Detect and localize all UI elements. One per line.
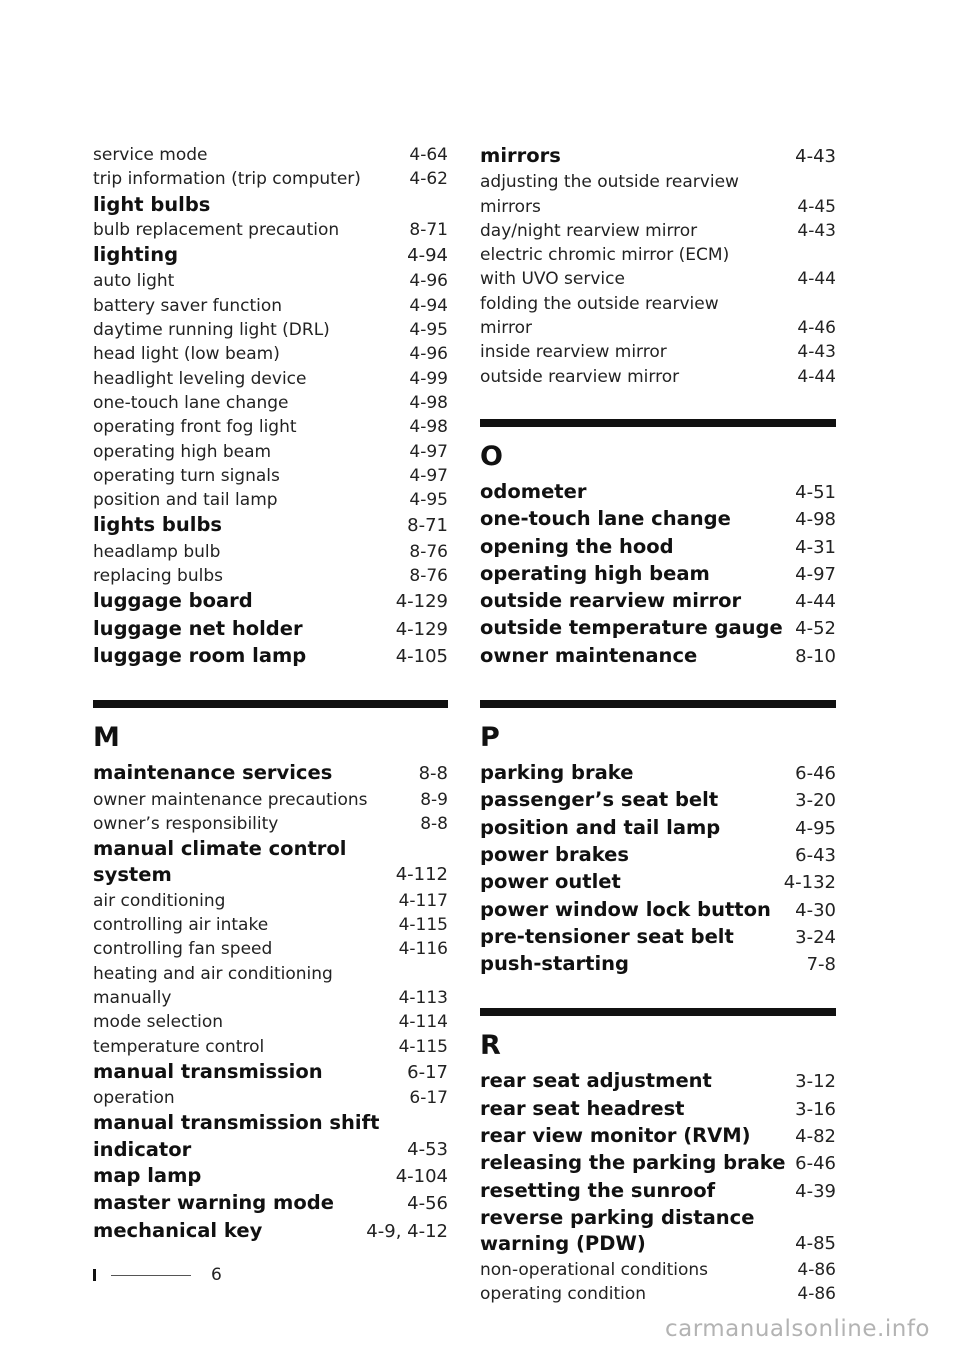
entry-page: 4-31 — [795, 536, 836, 558]
index-subentry — [480, 1258, 836, 1282]
index-subentry — [93, 564, 448, 588]
entry-page: 8-8 — [418, 763, 448, 785]
index-subentry — [93, 269, 448, 293]
entry-page: 4-43 — [797, 220, 836, 241]
index-subentry — [93, 937, 448, 961]
index-entry — [93, 616, 448, 643]
entry-page: 4-117 — [398, 890, 448, 911]
index-entry — [480, 1096, 836, 1123]
entry-term: manual climate control system — [93, 837, 347, 887]
entry-page: 4-64 — [409, 145, 448, 165]
section-divider — [480, 1008, 836, 1016]
index-entry — [93, 836, 448, 889]
entry-page: 4-104 — [395, 1165, 448, 1187]
entry-term: mode selection — [93, 1012, 224, 1033]
entry-term: pre-tensioner seat belt — [480, 924, 734, 948]
entry-page: 4-44 — [797, 269, 836, 290]
entry-page: 4-97 — [409, 465, 448, 486]
entry-page: 3-20 — [795, 790, 836, 812]
entry-term: owner maintenance — [480, 643, 698, 667]
footer-bar — [93, 1269, 96, 1281]
index-entry — [93, 1059, 448, 1086]
index-entry — [480, 1068, 836, 1095]
index-entry — [93, 512, 448, 539]
entry-term: lights bulbs — [93, 513, 223, 537]
entry-term: operation — [93, 1088, 175, 1109]
entry-page: 3-16 — [795, 1098, 836, 1120]
entry-page: 4-95 — [409, 320, 448, 341]
entry-page: 4-62 — [409, 169, 448, 190]
entry-page: 4-105 — [395, 645, 448, 667]
index-subentry — [480, 219, 836, 243]
index-subentry — [93, 318, 448, 342]
entry-term: headlight leveling device — [93, 368, 307, 389]
entry-page: 4-98 — [795, 509, 836, 531]
index-entry — [480, 897, 836, 924]
entry-page: 4-46 — [797, 318, 836, 339]
entry-page: 4-113 — [398, 987, 448, 1008]
index-entry — [480, 588, 836, 615]
entry-page: 4-52 — [795, 618, 836, 640]
index-subentry — [480, 365, 836, 389]
entry-term: owner maintenance precautions — [93, 789, 368, 810]
index-entry — [480, 1123, 836, 1150]
index-subentry — [93, 342, 448, 366]
entry-term: electric chromic mirror (ECM) with UVO service — [480, 245, 730, 290]
index-entry — [480, 924, 836, 951]
entry-term: mirrors — [480, 144, 561, 167]
entry-page: 6-17 — [407, 1061, 448, 1083]
index-subentry — [93, 167, 448, 191]
entry-page: 4-85 — [795, 1233, 836, 1255]
entry-term: opening the hood — [480, 534, 674, 558]
entry-term: reverse parking distance warning (PDW) — [480, 1205, 755, 1256]
entry-page: 4-96 — [409, 271, 448, 292]
index-subentry — [480, 243, 836, 292]
index-entry — [480, 760, 836, 787]
entry-page: 4-43 — [797, 342, 836, 363]
section-letter: O — [480, 440, 503, 472]
entry-page: 8-10 — [795, 645, 836, 667]
index-entry — [480, 506, 836, 533]
index-entry — [480, 1178, 836, 1205]
section-divider — [480, 419, 836, 427]
entry-page: 4-115 — [398, 1036, 448, 1057]
index-entry — [480, 951, 836, 978]
entry-page: 4-53 — [407, 1138, 448, 1160]
entry-page: 6-46 — [795, 1153, 836, 1175]
index-subentry — [93, 488, 448, 512]
entry-page: 4-56 — [407, 1193, 448, 1215]
entry-term: head light (low beam) — [93, 344, 280, 365]
entry-term: heating and air conditioning manually — [93, 963, 333, 1008]
entry-page: 8-76 — [409, 566, 448, 587]
entry-page: 4-94 — [409, 295, 448, 316]
entry-page: 4-94 — [407, 245, 448, 267]
index-subentry — [93, 962, 448, 1011]
index-subentry — [93, 367, 448, 391]
index-entry — [480, 615, 836, 642]
entry-page: 6-17 — [409, 1088, 448, 1109]
index-subentry — [93, 788, 448, 812]
index-column-right — [480, 143, 836, 1306]
entry-term: service mode — [93, 145, 208, 165]
index-subentry — [93, 913, 448, 937]
entry-term: one-touch lane change — [480, 507, 731, 531]
entry-term: operating turn signals — [93, 465, 280, 486]
entry-term: non-operational conditions — [480, 1259, 709, 1280]
entry-page: 4-44 — [797, 366, 836, 387]
index-subentry — [93, 391, 448, 415]
section-divider — [480, 700, 836, 708]
entry-term: resetting the sunroof — [480, 1178, 716, 1202]
entry-term: passenger’s seat belt — [480, 788, 719, 812]
entry-term: inside rearview mirror — [480, 342, 667, 363]
entry-term: odometer — [480, 479, 587, 503]
entry-page: 4-115 — [398, 915, 448, 936]
entry-page: 4-30 — [795, 899, 836, 921]
entry-term: replacing bulbs — [93, 566, 223, 587]
entry-term: bulb replacement precaution — [93, 219, 340, 240]
index-subentry — [93, 1010, 448, 1034]
entry-term: operating high beam — [93, 441, 272, 462]
entry-term: air conditioning — [93, 890, 226, 911]
entry-term: lighting — [93, 243, 179, 267]
entry-page: 4-45 — [797, 196, 836, 217]
entry-term: one-touch lane change — [93, 392, 289, 413]
index-subentry — [480, 340, 836, 364]
index-entry — [480, 869, 836, 896]
entry-term: temperature control — [93, 1036, 265, 1057]
watermark: carmanualsonline.info — [664, 1316, 930, 1342]
entry-page: 4-99 — [409, 368, 448, 389]
entry-page: 4-86 — [797, 1259, 836, 1280]
entry-term: rear seat headrest — [480, 1096, 685, 1120]
section-letter: R — [480, 1030, 501, 1062]
entry-term: parking brake — [480, 761, 634, 785]
entry-page: 4-129 — [395, 618, 448, 640]
index-subentry — [480, 170, 836, 219]
index-entry — [480, 1205, 836, 1258]
entry-term: headlamp bulb — [93, 541, 221, 562]
entry-page: 4-114 — [398, 1012, 448, 1033]
entry-page: 8-8 — [420, 813, 448, 834]
section-divider — [93, 700, 448, 708]
entry-term: daytime running light (DRL) — [93, 320, 330, 341]
page-number: 6 — [211, 1265, 222, 1285]
index-entry — [93, 1163, 448, 1190]
entry-page: 8-76 — [409, 541, 448, 562]
index-entry — [480, 643, 836, 670]
entry-page: 4-95 — [795, 817, 836, 839]
entry-page: 4-9, 4-12 — [366, 1220, 448, 1242]
entry-term: luggage room lamp — [93, 643, 307, 667]
entry-term: power window lock button — [480, 897, 771, 921]
entry-page: 4-43 — [795, 146, 836, 167]
entry-term: releasing the parking brake — [480, 1151, 786, 1175]
index-entry — [480, 815, 836, 842]
entry-term: rear view monitor (RVM) — [480, 1124, 751, 1148]
entry-page: 4-82 — [795, 1126, 836, 1148]
index-entry — [93, 1190, 448, 1217]
entry-term: master warning mode — [93, 1191, 334, 1215]
index-subentry — [480, 292, 836, 341]
entry-term: battery saver function — [93, 295, 283, 316]
entry-page: 4-132 — [783, 872, 836, 894]
index-entry — [93, 242, 448, 269]
entry-page: 4-116 — [398, 939, 448, 960]
entry-page: 8-71 — [407, 515, 448, 537]
index-entry — [480, 787, 836, 814]
index-entry — [93, 588, 448, 615]
entry-term: mechanical key — [93, 1218, 263, 1242]
entry-term: operating condition — [480, 1283, 647, 1304]
entry-page: 4-44 — [795, 591, 836, 613]
entry-term: manual transmission — [93, 1059, 323, 1083]
entry-page: 4-51 — [795, 481, 836, 503]
entry-page: 4-97 — [409, 441, 448, 462]
entry-term: day/night rearview mirror — [480, 220, 698, 241]
page-footer — [93, 1265, 222, 1285]
entry-page: 4-95 — [409, 490, 448, 511]
entry-page: 4-39 — [795, 1180, 836, 1202]
section-letter: M — [93, 722, 120, 754]
entry-page: 4-86 — [797, 1283, 836, 1304]
index-subentry — [93, 540, 448, 564]
index-column-left — [93, 143, 448, 1245]
index-subentry — [93, 143, 448, 167]
entry-page: 8-71 — [409, 219, 448, 240]
index-subentry — [93, 1086, 448, 1110]
entry-term: auto light — [93, 271, 175, 292]
entry-term: luggage board — [93, 589, 253, 613]
entry-term: light bulbs — [93, 192, 211, 216]
index-entry — [480, 842, 836, 869]
entry-page: 4-129 — [395, 591, 448, 613]
entry-term: maintenance services — [93, 761, 333, 785]
entry-term: operating front fog light — [93, 417, 297, 438]
index-entry — [93, 643, 448, 670]
index-entry — [480, 479, 836, 506]
index-entry — [93, 1110, 448, 1163]
index-entry — [93, 760, 448, 787]
index-entry — [480, 1150, 836, 1177]
entry-term: outside rearview mirror — [480, 366, 680, 387]
entry-page: 4-112 — [395, 864, 448, 886]
entry-term: push-starting — [480, 952, 629, 976]
entry-page: 4-97 — [795, 563, 836, 585]
index-subentry — [480, 1282, 836, 1306]
entry-term: power outlet — [480, 870, 621, 894]
entry-term: manual transmission shift indicator — [93, 1111, 380, 1161]
entry-page: 8-9 — [420, 789, 448, 810]
entry-page: 4-98 — [409, 417, 448, 438]
section-letter: P — [480, 722, 500, 754]
entry-term: outside temperature gauge — [480, 616, 783, 640]
entry-page: 6-43 — [795, 844, 836, 866]
index-entry — [480, 534, 836, 561]
index-entry — [480, 561, 836, 588]
entry-term: outside rearview mirror — [480, 589, 742, 613]
entry-page: 4-98 — [409, 392, 448, 413]
index-entry — [480, 143, 836, 170]
entry-term: rear seat adjustment — [480, 1069, 712, 1093]
index-entry — [93, 1218, 448, 1245]
entry-page: 6-46 — [795, 763, 836, 785]
footer-rule — [111, 1275, 191, 1276]
entry-term: power brakes — [480, 842, 630, 866]
entry-term: controlling air intake — [93, 915, 269, 936]
index-subentry — [93, 415, 448, 439]
entry-term: owner’s responsibility — [93, 813, 279, 834]
index-subentry — [93, 218, 448, 242]
entry-page: 7-8 — [806, 954, 836, 976]
entry-term: position and tail lamp — [480, 815, 721, 839]
index-subentry — [93, 889, 448, 913]
index-subentry — [93, 440, 448, 464]
entry-term: position and tail lamp — [93, 490, 278, 511]
index-entry — [93, 192, 448, 218]
entry-term: trip information (trip computer) — [93, 169, 361, 190]
index-subentry — [93, 294, 448, 318]
entry-page: 4-96 — [409, 344, 448, 365]
entry-term: map lamp — [93, 1163, 202, 1187]
entry-term: controlling fan speed — [93, 939, 273, 960]
entry-page: 3-12 — [795, 1071, 836, 1093]
index-subentry — [93, 1035, 448, 1059]
index-subentry — [93, 464, 448, 488]
entry-term: folding the outside rearview mirror — [480, 293, 719, 339]
index-subentry — [93, 812, 448, 836]
entry-page: 3-24 — [795, 926, 836, 948]
entry-term: adjusting the outside rearview mirrors — [480, 172, 739, 217]
entry-term: operating high beam — [480, 561, 710, 585]
entry-term: luggage net holder — [93, 616, 303, 640]
